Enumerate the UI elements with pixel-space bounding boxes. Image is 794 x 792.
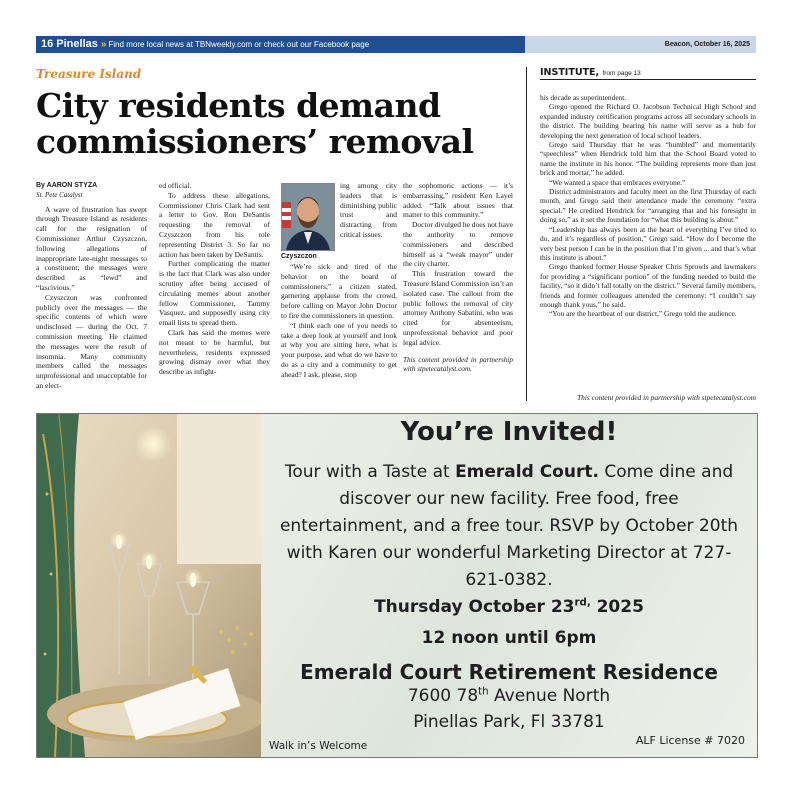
- story-kicker: Treasure Island: [36, 67, 142, 81]
- ad-body-brand: Emerald Court.: [455, 462, 599, 482]
- jump-rule: [540, 79, 756, 80]
- ad-body: [275, 459, 743, 594]
- ad-title: You’re Invited!: [400, 417, 618, 447]
- story-credit: This content provided in partnership with stpetecatalyst.com.: [403, 355, 513, 374]
- story-paragraph: ed official.: [159, 181, 192, 190]
- chevrons-icon: »: [100, 39, 107, 50]
- ad-address-street: [261, 686, 757, 706]
- ad-copy: [261, 414, 757, 757]
- story-column-2: [159, 181, 270, 377]
- institute-credit: This content provided in partnership with stpetecatalyst.com: [577, 393, 756, 402]
- jump-head: [540, 67, 641, 78]
- story-paragraph: This frustration toward the Treasure Island Commission isn’t an isolated case. The callout from the public follows the removal of city attorney Anthony Sabatini, who was cited for absenteeism, unprofessional behavior and poor legal advice.: [403, 269, 513, 347]
- story-column-4: [403, 181, 513, 375]
- ad-street-name: Avenue North: [488, 686, 611, 706]
- column-divider: [526, 67, 527, 401]
- header-date-bar: [525, 36, 756, 53]
- story-paragraph: Doctor divulged he does not have the authority to remove commissioners and described himself as a “weak mayor” under the city charter.: [403, 220, 514, 269]
- institute-paragraph: “We wanted a space that embraces everyone.”: [549, 177, 686, 187]
- institute-column: [540, 93, 756, 319]
- story-paragraph: ing among city leaders that is diminishing public trust and distracting from critical issues.: [340, 181, 397, 239]
- ad-street-suffix: th: [478, 686, 489, 698]
- institute-paragraph: his decade as superintendent.: [540, 93, 627, 102]
- ad-body-text: Tour with a Taste at: [284, 462, 456, 482]
- photo-caption: Czyszczon: [281, 253, 317, 260]
- institute-paragraph: District administrators and faculty meet on the first Thursday of each month, and Grego said their attendance made the ceremony “extra special.” He credited Hendrick for “arranging that and his foresight in doing so,” as it set the foundation for “what this building is about.”: [540, 187, 756, 225]
- section-label: 16 Pinellas: [41, 38, 98, 50]
- story-paragraph: Clark has said the memes were not meant to be harmful, but nevertheless, residents expressed growing dismay over what they describe as infight-: [159, 327, 270, 377]
- byline: By AARON STYZA: [36, 182, 98, 189]
- story-paragraph: Further complicating the matter is the fact that Clark was also under scrutiny after being accused of circulating memes about another fellow Commissioner, Tammy Vasquez, and supposedly using city email lists to spread them.: [159, 259, 270, 328]
- page-header: [36, 36, 756, 53]
- story-headline: City residents demand commissioners’ removal: [36, 86, 474, 161]
- ad-body-text: Come dine and discover our new facility. Free food, free entertainment, and a free tour. RSVP by October 20th with Karen our wonderful Marketing Director at 727-621-0382.: [279, 462, 739, 590]
- jump-source: from page 13: [602, 70, 641, 77]
- institute-paragraph: “You are the heartbeat of our district,” Grego told the audience.: [549, 309, 737, 319]
- byline-outlet: St. Pete Catalyst: [36, 190, 83, 199]
- institute-paragraph: “Leadership has always been at the heart of everything I’ve tried to do, and it’s regardless of position,” Grego said. “How do I become the very best person I can be in the position that I’m given ... and that’s what this institute is about.”: [540, 224, 756, 262]
- story-paragraph: Czyszczon was confronted publicly over the messages — the specific contents of which were undisclosed — during the Oct. 7 commission meeting. He claimed the messages were the result of insomnia. Many community members called the messages unprofessional and unacceptable for an elect-: [36, 292, 147, 390]
- story-column-1: [36, 181, 147, 391]
- ad-date-year: 2025: [590, 597, 644, 617]
- story-column-3: [281, 262, 397, 380]
- header-bar: [36, 36, 525, 53]
- story-paragraph: “We’re sick and tired of the behavior on the board of commissioners,” a citizen stated, garnering applause from the crowd, before calling on Mayor John Doctor to fire the commissioners in question.: [281, 262, 397, 320]
- story-paragraph: A wave of frustration has swept through Treasure Island as residents call for the resignation of Commissioner Arthur Czyszczon, following allegations of inappropriate late-night messages to a constituent; the messages were described as “lewd” and “lascivious.”: [36, 204, 147, 292]
- ad-event-time: 12 noon until 6pm: [421, 628, 597, 648]
- ad-venue-name: Emerald Court Retirement Residence: [300, 660, 718, 684]
- institute-paragraph: Grego opened the Richard O. Jacobson Technical High School and expanded industry certification programs across all secondary schools in the district. The building bearing his name will serve as a hub for developing the next generation of local school leaders.: [540, 102, 756, 140]
- ad-date-suffix: rd,: [574, 597, 591, 609]
- issue-date: Beacon, October 16, 2025: [664, 41, 750, 48]
- ad-address-city: Pinellas Park, Fl 33781: [413, 712, 605, 732]
- institute-paragraph: Grego said Thursday that he was “humbled” and momentarily “speechless” when Hendrick told him that the School Board voted to name the institute in his honor. “The building represents more than just brick and mortar,” he added.: [540, 140, 756, 178]
- story-paragraph: To address these allegations, Commissioner Chris Clark had sent a letter to Gov. Ron DeSantis requesting the removal of Czyszczon from his role representing District 3. So far no action has been taken by DeSantis.: [159, 190, 270, 259]
- ad-walkin-note: Walk in’s Welcome: [269, 740, 368, 752]
- story-paragraph: the sophomoric actions — it’s embarrassing,” resident Ken Layel added. “Talk about issues that matter to this community.”: [403, 181, 513, 220]
- header-tagline: Find more local news at TBNweekly.com or check out our Facebook page: [108, 40, 370, 49]
- ad-street-number: 7600 78: [407, 686, 479, 706]
- ad-event-date: [261, 597, 757, 617]
- czyszczon-photo: [281, 183, 335, 251]
- ad-date-text: Thursday October 23: [374, 597, 575, 617]
- jump-label: INSTITUTE,: [540, 67, 600, 78]
- dining-table-photo: [37, 414, 261, 757]
- ad-license: ALF License # 7020: [635, 734, 745, 747]
- institute-paragraph: Grego thanked former House Speaker Chris Sprowls and lawmakers for providing a “significant portion” of the funding needed to build the facility, “so it didn’t fall totally on the district.” Several family members, friends and former colleagues attended the ceremony: “I couldn’t say enough thank yous,” he said.: [540, 262, 756, 309]
- story-paragraph: “I think each one of you needs to take a deep look at yourself and look at why you are sitting here, what is your purpose, and what do we have to do as a city and a community to get ahead? I ask, please, stop: [281, 320, 397, 379]
- emerald-court-ad: [36, 413, 758, 758]
- story-column-3-wrap: [340, 181, 397, 240]
